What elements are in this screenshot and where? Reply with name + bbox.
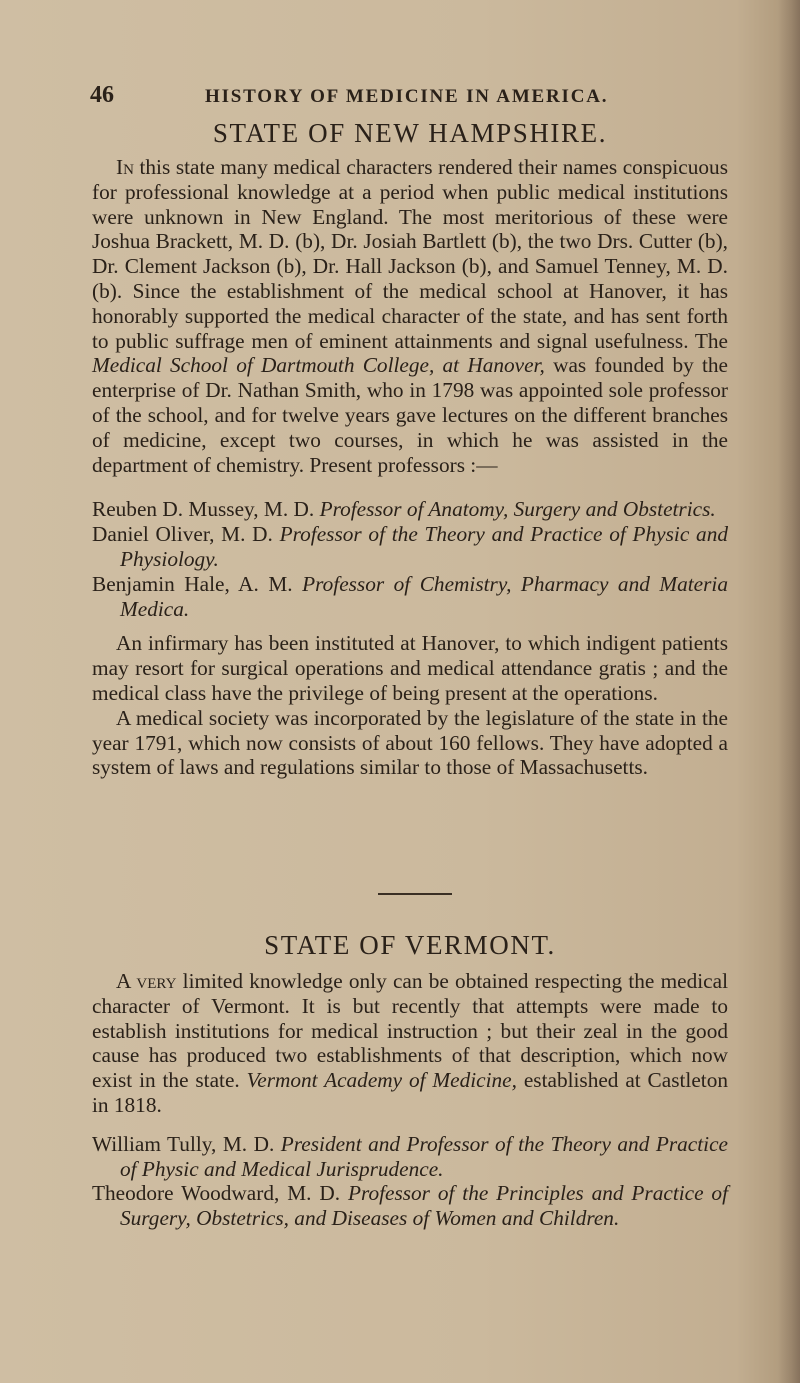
drop-lead: In — [116, 155, 134, 179]
nh-infirmary-paragraph: An infirmary has been instituted at Hanover, to which indigent patients may resort for surgical operations and medical attendance gratis ; and the medical class have the privilege of being present at the operations. — [92, 631, 728, 705]
professor-title: Professor of Chemistry, Pharmacy and Materia Medica. — [120, 571, 728, 621]
nh-school-name: Medical School of Dartmouth College, at Hanover, — [92, 353, 545, 378]
professor-title: President and Professor of the Theory and Practice of Physic and Medical Jurisprudence. — [120, 1131, 728, 1181]
nh-professor-list — [92, 497, 728, 621]
nh-intro-paragraph — [92, 155, 728, 477]
nh-intro-tail: was founded by the enterprise of Dr. Nathan Smith, who in 1798 was appointed sole professor of the school, and for twelve years gave lectures on the different branches of medicine, except two courses, in which he was assisted in the department of chemistry. Present professors :— — [92, 353, 728, 477]
vt-academy-name: Vermont Academy of Medicine, — [246, 1068, 517, 1093]
vt-intro-text: limited knowledge only can be obtained respecting the medical character of Vermont. It is but recently that attempts were made to establish institutions for medical instruction ; but their zeal in the good cause has produced two establishments of that description, which now exist in the state. — [92, 969, 728, 1093]
section-title-vermont: STATE OF VERMONT. — [264, 930, 556, 960]
running-title: HISTORY OF MEDICINE IN AMERICA. — [205, 86, 609, 107]
drop-lead: A very — [116, 969, 177, 993]
section-vermont — [92, 930, 728, 1231]
section-new-hampshire — [92, 118, 728, 780]
professor-title: Professor of Anatomy, Surgery and Obstetrics. — [319, 497, 716, 522]
page-edge-shadow — [778, 0, 800, 1383]
professor-title: Professor of the Principles and Practice of Surgery, Obstetrics, and Diseases of Women and Children. — [120, 1181, 728, 1231]
vt-professor-list — [92, 1132, 728, 1231]
professor-entry — [92, 1132, 728, 1182]
professor-name: Daniel Oliver, M. D. — [92, 522, 273, 547]
professor-name: Reuben D. Mussey, M. D. — [92, 497, 315, 522]
professor-name: Theodore Woodward, M. D. — [92, 1181, 341, 1206]
professor-name: William Tully, M. D. — [92, 1131, 275, 1156]
nh-society-paragraph: A medical society was incorporated by the legislature of the state in the year 1791, which now consists of about 160 fellows. They have adopted a system of laws and regulations similar to those of Massachusetts. — [92, 705, 728, 780]
vt-intro-paragraph — [92, 969, 728, 1118]
professor-entry — [92, 522, 728, 572]
nh-intro-text: this state many medical characters rendered their names conspicuous for professional knowledge at a period when public medical institutions were unknown in New England. The most meritorious of these were Joshua Brackett, M. D. (b), Dr. Josiah Bartlett (b), the two Drs. Cutter (b), Dr. Clement Jackson (b), Dr. Hall Jackson (b), and Samuel Tenney, M. D. (b). Since the establishment of the medical school at Hanover, it has honorably supported the medical character of the state, and has sent forth to public suffrage men of eminent attainments and signal usefulness. The — [92, 155, 728, 353]
professor-entry — [92, 572, 728, 622]
page-number: 46 — [90, 82, 114, 108]
professor-entry — [92, 1181, 728, 1231]
professor-entry — [92, 497, 728, 522]
vt-intro-tail: established at Castleton in 1818. — [92, 1068, 728, 1117]
professor-name: Benjamin Hale, A. M. — [92, 571, 293, 596]
running-header — [90, 82, 730, 112]
section-divider-rule — [378, 893, 452, 895]
section-title-new-hampshire: STATE OF NEW HAMPSHIRE. — [212, 118, 608, 148]
professor-title: Professor of the Theory and Practice of Physic and Physiology. — [120, 522, 728, 571]
